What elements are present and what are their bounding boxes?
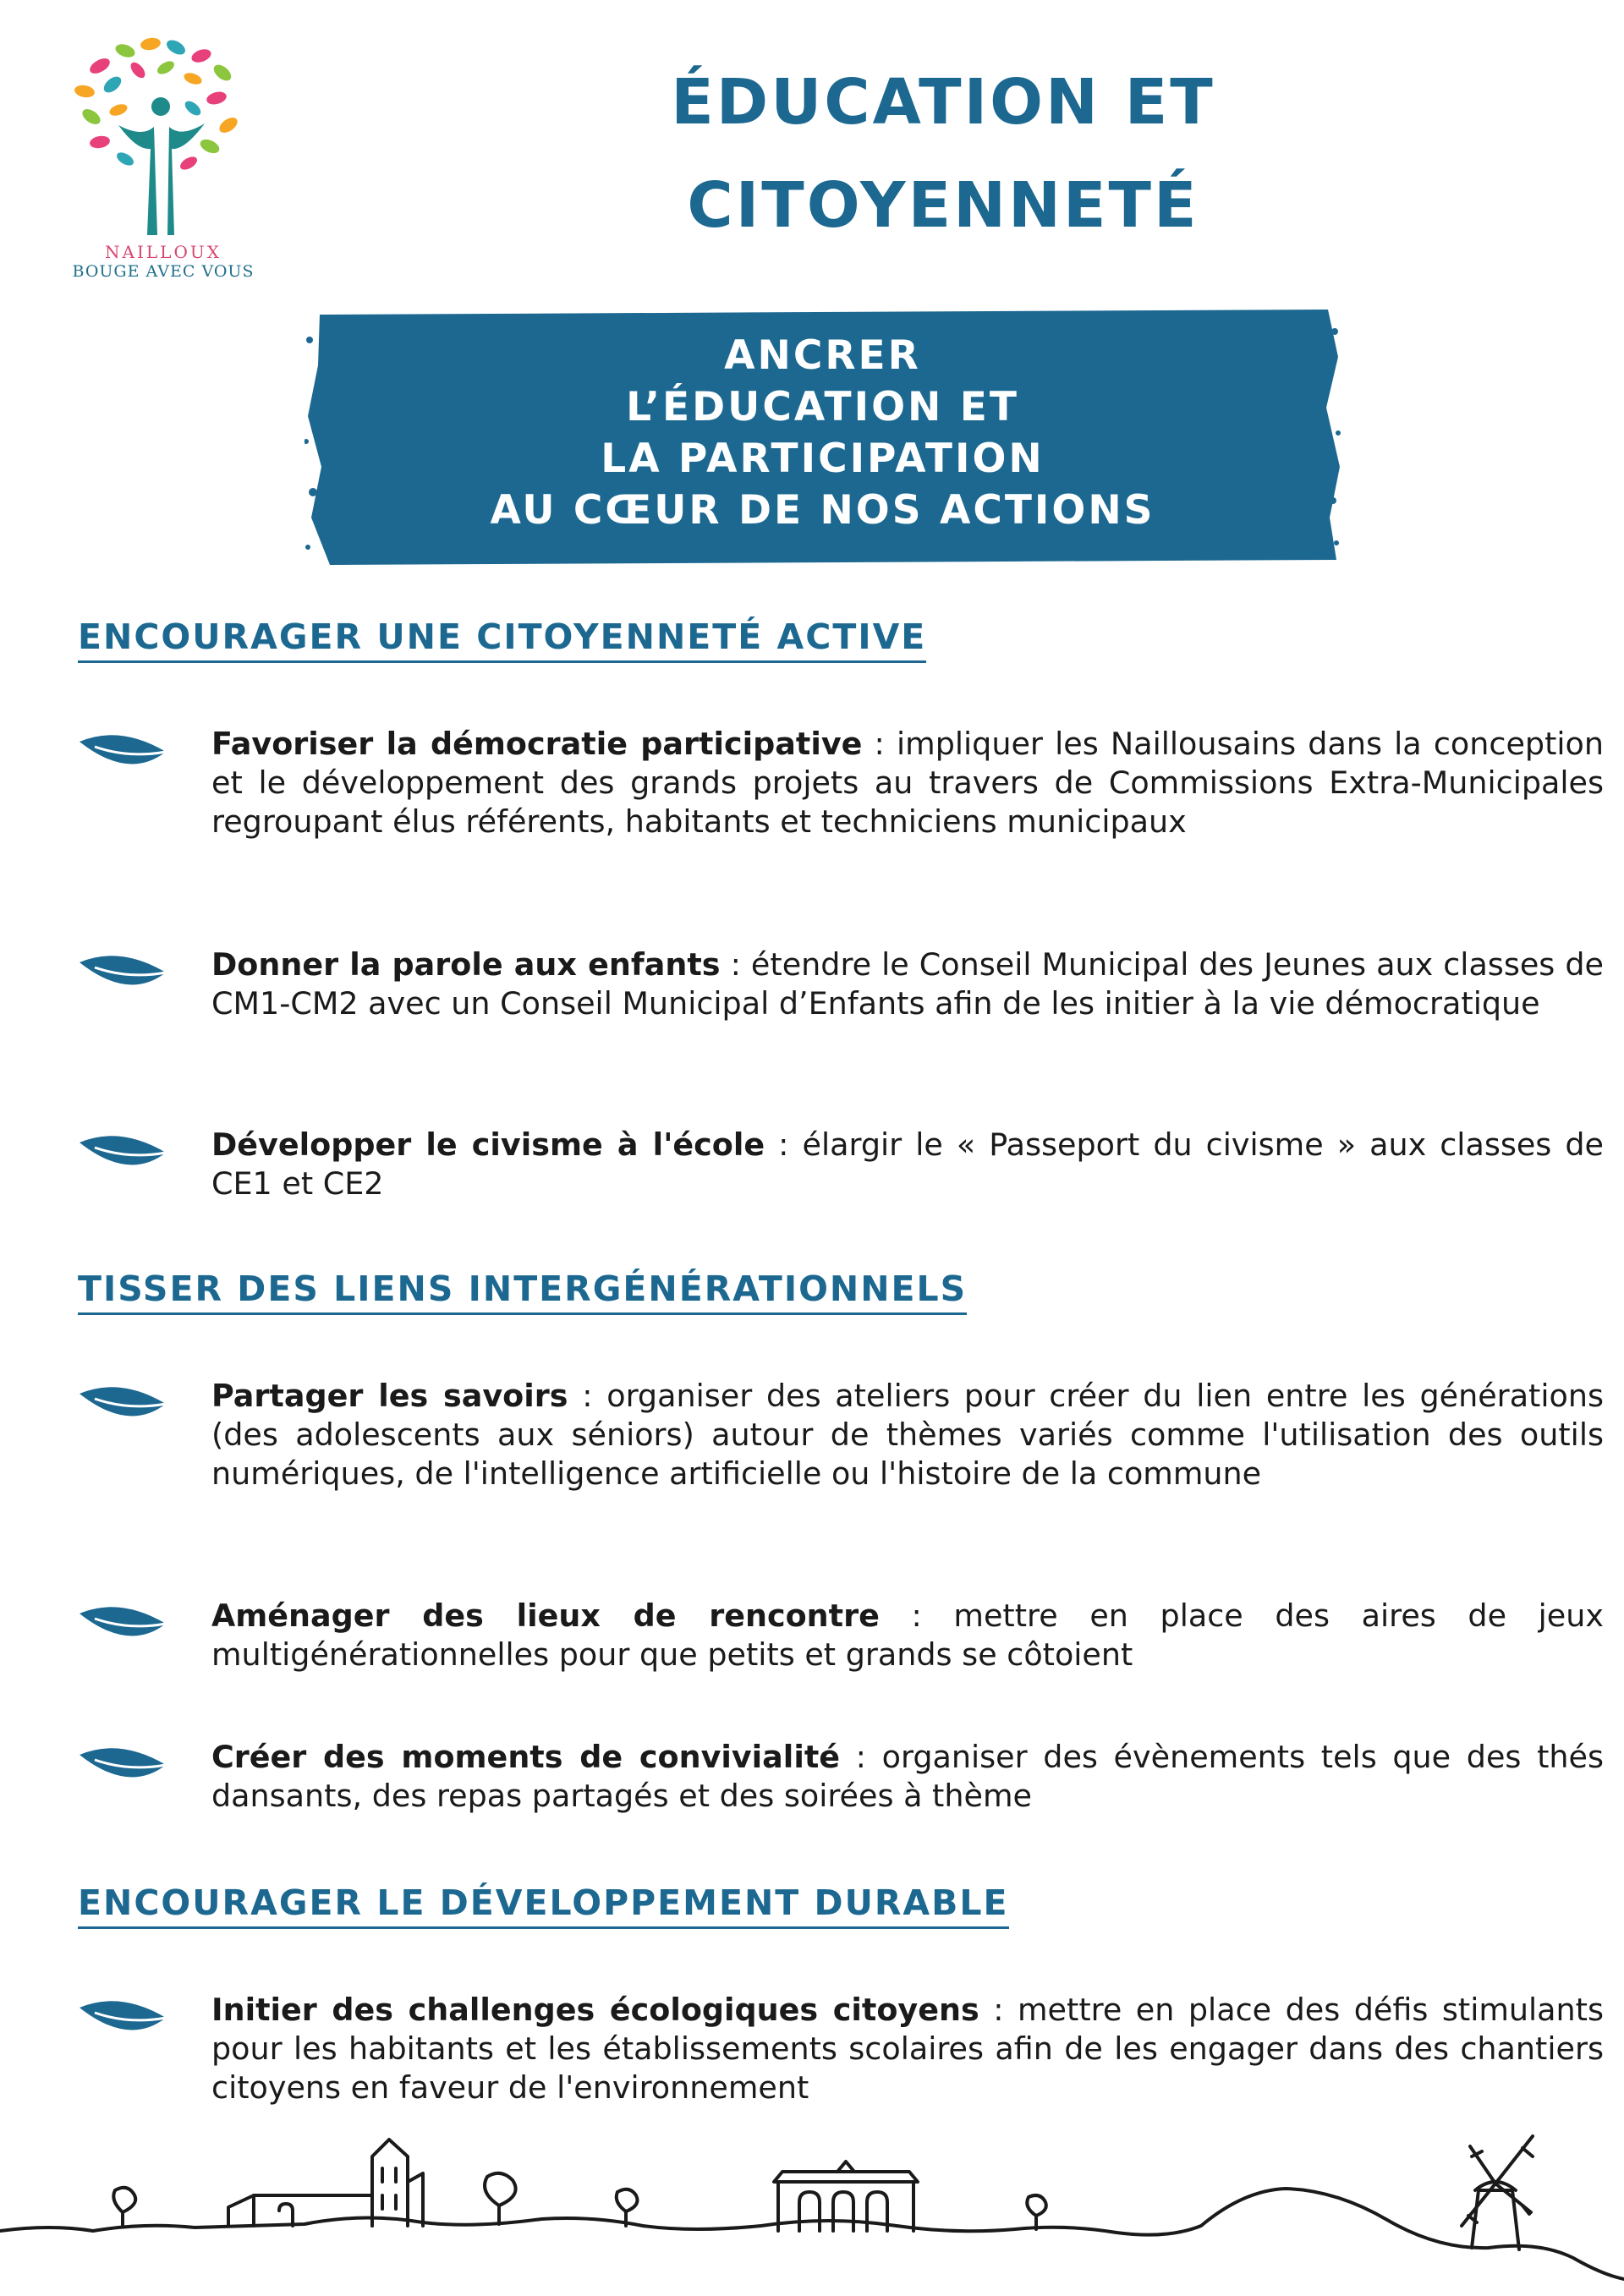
tree-logo-icon (66, 32, 261, 244)
item-description: : impliquer les Naillousains dans la conception et le développement des grands projets au travers de Commissions Extra-Municipales regroupant élus référents, habitants et techniciens municipaux (211, 726, 1604, 840)
logo (66, 32, 261, 286)
logo-line-1: NAILLOUX (105, 242, 222, 262)
item-description: : élargir le « Passeport du civisme » aux classes de CE1 et CE2 (211, 1126, 1604, 1202)
banner-text: ANCRER L’ÉDUCATION ET LA PARTICIPATION AU CŒUR DE NOS ACTIONS (490, 332, 1155, 534)
item-heading: Aménager des lieux de rencontre (211, 1597, 880, 1634)
item-text (211, 1991, 1604, 2107)
leaf-icon (78, 1743, 169, 1790)
leaf-icon (78, 1602, 169, 1649)
page-title: ÉDUCATION ET CITOYENNETÉ (671, 66, 1215, 242)
item-description: : mettre en place des défis stimulants pour les habitants et les établissements scolaires afin de les engager dans des chantiers citoyens en faveur de l'environnement (211, 1992, 1604, 2106)
item-text (211, 1597, 1604, 1674)
item-heading: Initier des challenges écologiques citoyens (211, 1992, 979, 2028)
item-description: : étendre le Conseil Municipal des Jeunes aux classes de CM1-CM2 avec un Conseil Municipal d’Enfants afin de les initier à la vie démocratique (211, 946, 1604, 1022)
item-text (211, 1377, 1604, 1493)
item-text (211, 1738, 1604, 1816)
section-title-developpement-durable: ENCOURAGER LE DÉVELOPPEMENT DURABLE (78, 1881, 1009, 1929)
item-description: : mettre en place des aires de jeux multigénérationnelles pour que petits et grands se côtoient (211, 1597, 1604, 1673)
item-heading: Créer des moments de convivialité (211, 1739, 841, 1775)
leaf-icon (78, 1382, 169, 1429)
section-title-citoyennete-active: ENCOURAGER UNE CITOYENNETÉ ACTIVE (78, 615, 926, 663)
logo-line-2: BOUGE AVEC VOUS (72, 262, 255, 281)
banner (304, 306, 1341, 567)
section-title-liens-intergenerationnels: TISSER DES LIENS INTERGÉNÉRATIONNELS (78, 1267, 967, 1315)
item-heading: Développer le civisme à l'école (211, 1126, 765, 1163)
item-heading: Partager les savoirs (211, 1378, 568, 1414)
item-text (211, 945, 1604, 1023)
village-skyline-illustration (0, 2131, 1624, 2296)
leaf-icon (78, 1996, 169, 2043)
leaf-icon (78, 730, 169, 777)
leaf-icon (78, 951, 169, 998)
leaf-icon (78, 1131, 169, 1178)
item-description: : organiser des évènements tels que des thés dansants, des repas partagés et des soirées à thème (211, 1739, 1604, 1814)
item-description: : organiser des ateliers pour créer du lien entre les générations (des adolescents aux séniors) autour de thèmes variés comme l'utilisation des outils numériques, de l'intelligence artificielle ou l'histoire de la commune (211, 1378, 1604, 1492)
item-text (211, 725, 1604, 841)
item-text (211, 1126, 1604, 1203)
item-heading: Donner la parole aux enfants (211, 946, 721, 983)
item-heading: Favoriser la démocratie participative (211, 726, 863, 762)
